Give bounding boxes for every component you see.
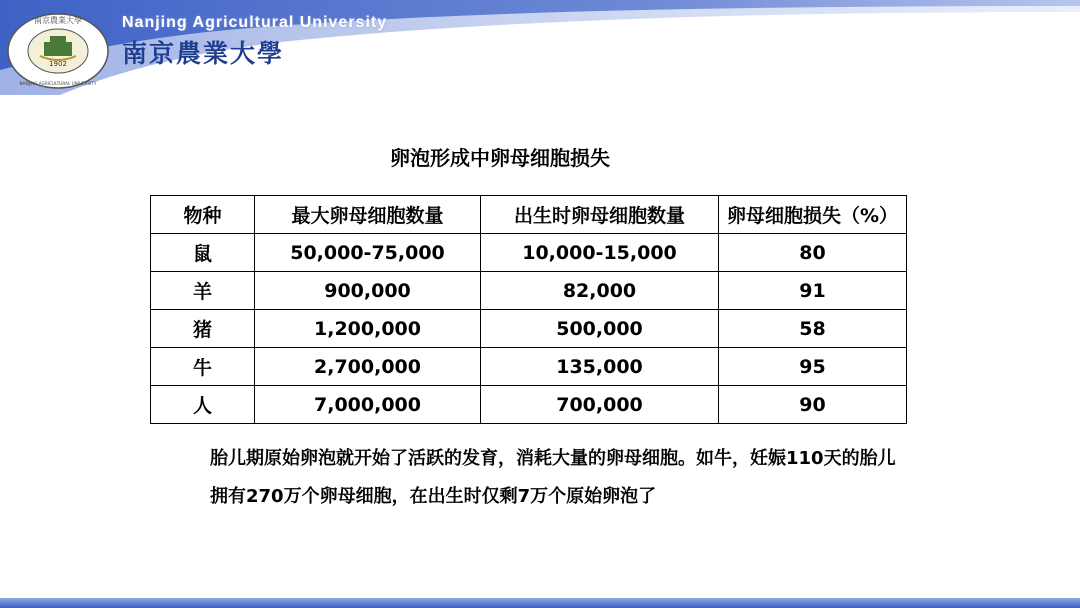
cell-max-oocytes: 2,700,000 (255, 348, 481, 386)
cell-species: 猪 (151, 310, 255, 348)
cell-loss-percent: 91 (719, 272, 907, 310)
table-row (151, 310, 907, 348)
footer-bar (0, 598, 1080, 608)
header-birth-oocytes: 出生时卵母细胞数量 (481, 196, 719, 234)
university-seal (6, 12, 110, 90)
cell-max-oocytes: 900,000 (255, 272, 481, 310)
cell-birth-oocytes: 700,000 (481, 386, 719, 424)
cell-max-oocytes: 50,000-75,000 (255, 234, 481, 272)
header-species: 物种 (151, 196, 255, 234)
cell-species: 羊 (151, 272, 255, 310)
cell-max-oocytes: 7,000,000 (255, 386, 481, 424)
table-row (151, 272, 907, 310)
header-max-oocytes: 最大卵母细胞数量 (255, 196, 481, 234)
header-banner (0, 0, 1080, 100)
cell-species: 鼠 (151, 234, 255, 272)
cell-birth-oocytes: 82,000 (481, 272, 719, 310)
table-row (151, 386, 907, 424)
header-loss-percent: 卵母细胞损失（%） (719, 196, 907, 234)
table-header-row (151, 196, 907, 234)
cell-max-oocytes: 1,200,000 (255, 310, 481, 348)
svg-text:1902: 1902 (49, 60, 67, 68)
cell-birth-oocytes: 135,000 (481, 348, 719, 386)
cell-birth-oocytes: 500,000 (481, 310, 719, 348)
university-name-en: Nanjing Agricultural University (122, 14, 388, 31)
cell-species: 人 (151, 386, 255, 424)
cell-loss-percent: 80 (719, 234, 907, 272)
table-title: 卵泡形成中卵母细胞损失 (390, 146, 610, 170)
explanation-text: 胎儿期原始卵泡就开始了活跃的发育，消耗大量的卵母细胞。如牛，妊娠110天的胎儿拥有270万个卵母细胞，在出生时仅剩7万个原始卵泡了 (210, 448, 896, 507)
cell-loss-percent: 90 (719, 386, 907, 424)
oocyte-loss-table (150, 195, 907, 424)
table-row (151, 348, 907, 386)
cell-loss-percent: 95 (719, 348, 907, 386)
table-row (151, 234, 907, 272)
svg-text:南京農業大學: 南京農業大學 (34, 16, 82, 25)
university-name-cn: 南京農業大學 (122, 39, 285, 68)
cell-birth-oocytes: 10,000-15,000 (481, 234, 719, 272)
cell-species: 牛 (151, 348, 255, 386)
cell-loss-percent: 58 (719, 310, 907, 348)
svg-text:NANJING AGRICULTURAL UNIVERSIT: NANJING AGRICULTURAL UNIVERSITY (19, 81, 97, 86)
